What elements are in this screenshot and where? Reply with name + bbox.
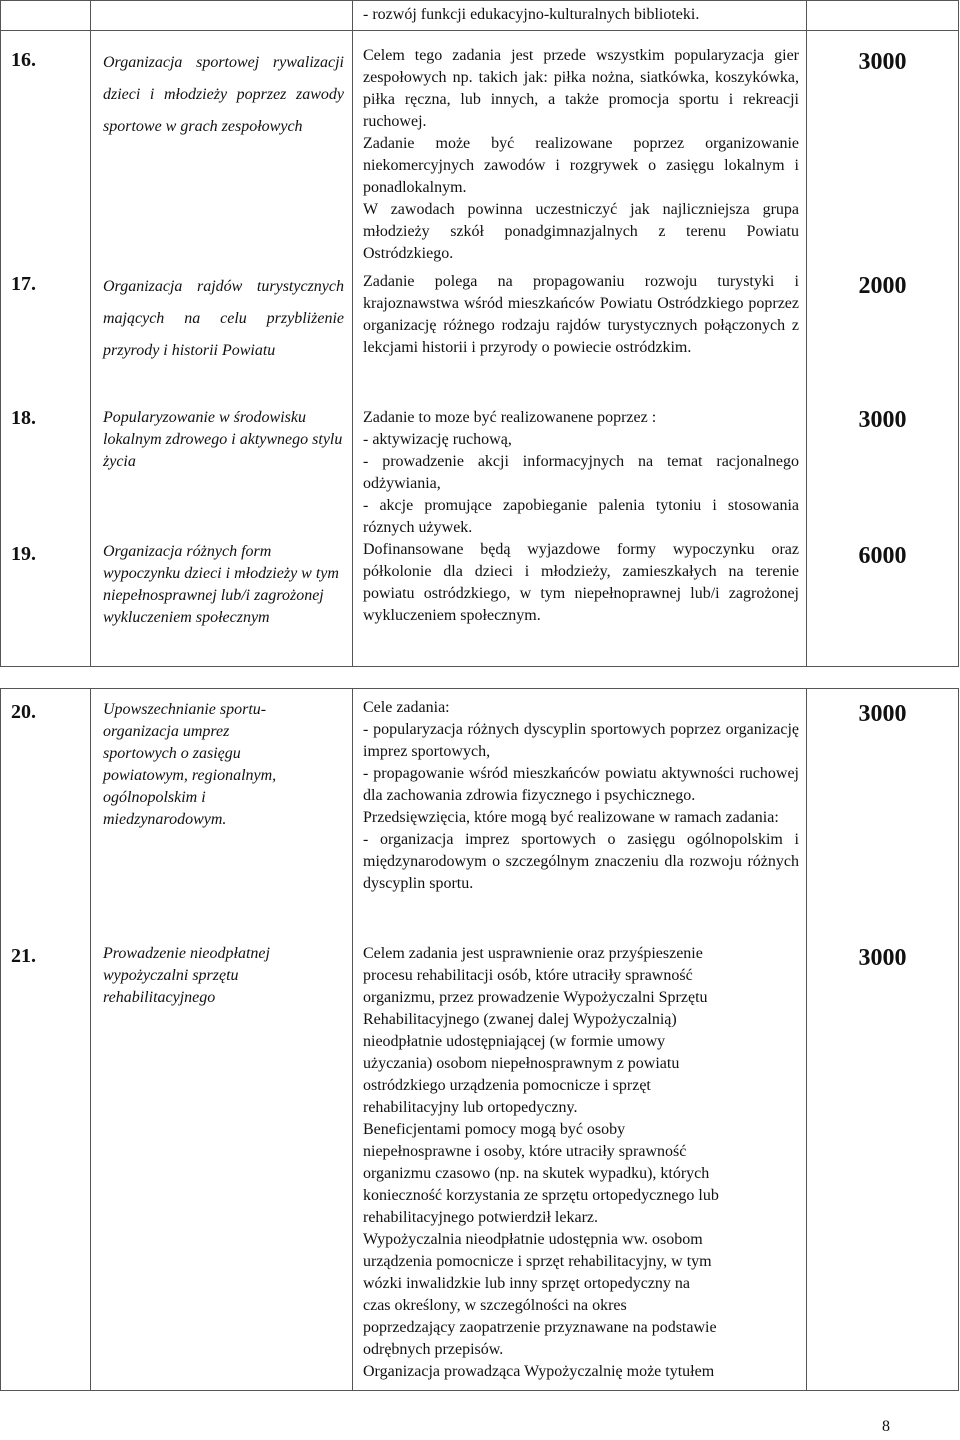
amount-value: 3000 (858, 945, 907, 971)
amount-value: 3000 (858, 407, 907, 433)
task-name: Organizacja rajdów turystycznych mających na celu przybliżenie przyrody i historii Powiatu (103, 278, 344, 359)
task-description: Celem tego zadania jest przede wszystkim popularyzacja gier zespołowych np. takich jak: piłka nożna, siatkówka, koszykówka, piłka ręczna, lub innych, a także promocja sportu i rekreacji ruchowej. Zadanie może być realizowane poprzez organizowanie niekomercyjnych zawodów i rozgrywek o zasięgu lokalnym i ponadlokalnym. W zawodach powinna uczestniczyć jak najliczniejsza grupa młodzieży szkół ponadgimnazjalnych z terenu Powiatu Ostródzkiego. (363, 47, 799, 262)
task-description: Zadanie polega na propagowaniu rozwoju turystyki i krajoznawstwa wśród mieszkańców Powiatu Ostródzkiego poprzez organizację różnego rodzaju rajdów turystycznych połączonych z lekcjami historii i przyrody o powiecie ostródzkim. (363, 273, 799, 356)
task-description: Zadanie to moze być realizowanene poprzez : - aktywizację ruchową, - prowadzenie akcji informacyjnych na temat racjonalnego odżywiania, - akcje promujące zapobieganie palenia tytoniu i stosowania róznych używek. (363, 409, 799, 536)
cell-descriptions (353, 689, 807, 1391)
cell-numbers (1, 689, 91, 1391)
cell-descriptions (353, 31, 807, 667)
task-name: Organizacja różnych form wypoczynku dzieci i młodzieży w tym niepełnosprawnej lub/i zagrożonej wykluczeniem społecznym (103, 543, 339, 626)
table-top-row (0, 0, 959, 31)
page-number: 8 (882, 1418, 890, 1435)
task-description: Cele zadania: - popularyzacja różnych dyscyplin sportowych poprzez organizację imprez sportowych, - propagowanie wśród mieszkańców powiatu aktywności ruchowej dla zachowania zdrowia fizycznego i psychicznego. Przedsięwzięcia, które mogą być realizowane w ramach zadania: - organizacja imprez sportowych o zasięgu ogólnopolskim i międzynarodowym o szczególnym znaczeniu dla rozwoju różnych dyscyplin sportu. (363, 699, 799, 892)
cell-amounts (807, 689, 959, 1391)
cell-description (353, 1, 807, 31)
description-text: - rozwój funkcji edukacyjno-kulturalnych biblioteki. (363, 6, 700, 23)
cell-amounts (807, 31, 959, 667)
row-number: 16. (11, 49, 36, 71)
amount-value: 3000 (858, 701, 907, 727)
task-name: Organizacja sportowej rywalizacji dzieci i młodzieży poprzez zawody sportowe w grach zespołowych (103, 54, 344, 135)
row-number: 17. (11, 273, 36, 295)
row-number: 19. (11, 543, 36, 565)
task-description: Dofinansowane będą wyjazdowe formy wypoczynku oraz półkolonie dla dzieci i młodzieży, zamieszkałych na terenie powiatu ostródzkiego, w tym niepełnoprawnej lub/i zagrożonej wykluczeniem społecznym. (363, 541, 799, 624)
cell-empty (807, 1, 959, 31)
task-name: Upowszechnianie sportu- organizacja umprez sportowych o zasięgu powiatowym, regionalnym, ogólnopolskim i miedzynarodowym. (103, 701, 277, 828)
task-name: Prowadzenie nieodpłatnej wypożyczalni sprzętu rehabilitacyjnego (103, 945, 270, 1006)
task-description: Celem zadania jest usprawnienie oraz przyśpieszenie procesu rehabilitacji osób, które utraciły sprawność organizmu, przez prowadzenie Wypożyczalni Sprzętu Rehabilitacyjnego (zwanej dalej Wypożyczalnią) nieodpłatnie udostępniającej (w formie umowy użyczania) osobom niepełnosprawnym z powiatu ostródzkiego urządzenia pomocnicze i sprzęt rehabilitacyjny lub ortopedyczny. Beneficjentami pomocy mogą być osoby niepełnosprawne i osoby, które utraciły sprawność organizmu czasowo (np. na skutek wypadku), których konieczność korzystania ze sprzętu ortopedycznego lub rehabilitacyjnego potwierdził lekarz. Wypożyczalnia nieodpłatnie udostępnia ww. osobom urządzenia pomocnicze i sprzęt rehabilitacyjny, w tym wózki inwalidzkie lub inny sprzęt ortopedyczny na czas określony, w szczególności na okres poprzedzający zaopatrzenie przyznawane na podstawie odrębnych przepisów. Organizacja prowadząca Wypożyczalnię może tytułem (363, 945, 719, 1380)
amount-value: 3000 (858, 49, 907, 75)
row-number: 18. (11, 407, 36, 429)
cell-task-names (91, 31, 353, 667)
table-block-b (0, 688, 959, 1391)
cell-task-names (91, 689, 353, 1391)
row-number: 21. (11, 945, 36, 967)
amount-value: 6000 (858, 543, 907, 569)
cell-empty (1, 1, 91, 31)
cell-empty (91, 1, 353, 31)
amount-value: 2000 (858, 273, 907, 299)
cell-numbers (1, 31, 91, 667)
row-number: 20. (11, 701, 36, 723)
task-name: Popularyzowanie w środowisku lokalnym zdrowego i aktywnego stylu życia (103, 409, 343, 470)
table-block-a (0, 30, 959, 667)
